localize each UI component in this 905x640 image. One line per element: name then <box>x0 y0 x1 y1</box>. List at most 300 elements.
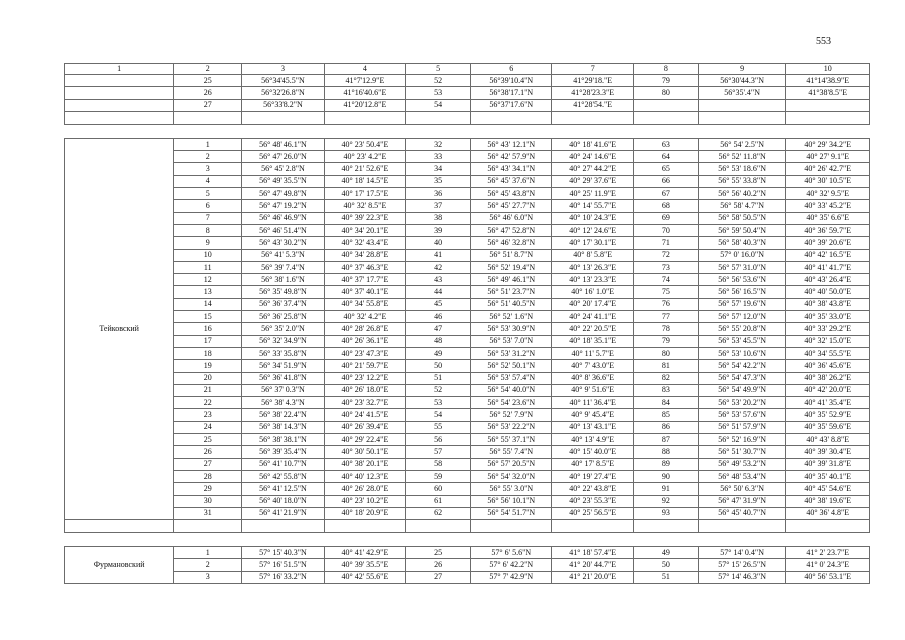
table-cell: 56° 39' 35.4"N <box>242 446 324 458</box>
table-cell: 56° 47' 31.9"N <box>698 495 786 507</box>
table-cell: 40° 32' 9.5"E <box>786 188 870 200</box>
table-cell: 48 <box>406 335 471 347</box>
table-cell: 53 <box>406 397 471 409</box>
table-cell: 56°33'8.2"N <box>242 99 324 111</box>
table-cell: 40° 26' 36.1"E <box>324 335 405 347</box>
table-cell: 57° 0' 16.0"N <box>698 249 786 261</box>
table-cell: 57° 6' 5.6"N <box>471 547 552 559</box>
table-row <box>65 151 870 163</box>
table-cell: 56° 41' 21.9"N <box>242 507 324 519</box>
table-cell: 56° 59' 50.4"N <box>698 224 786 236</box>
table-cell: 56° 33' 35.8"N <box>242 347 324 359</box>
table-cell: 56° 57' 12.0"N <box>698 311 786 323</box>
spacer-cell <box>174 520 242 533</box>
table-cell: 40° 29' 37.6"E <box>552 175 633 187</box>
spacer-cell <box>174 111 242 124</box>
section-spacer-row <box>65 520 870 533</box>
table-cell: 41°20'12.8"E <box>324 99 405 111</box>
table-cell: 56° 52' 50.1"N <box>471 360 552 372</box>
table-cell: 15 <box>174 311 242 323</box>
table-cell <box>786 99 870 111</box>
spacer-cell <box>406 111 471 124</box>
table-row <box>65 298 870 310</box>
section-gap-row <box>65 533 870 547</box>
table-cell: 72 <box>633 249 698 261</box>
table-cell: 40° 21' 52.6"E <box>324 163 405 175</box>
spacer-cell <box>406 520 471 533</box>
table-cell: 56° 58' 4.7"N <box>698 200 786 212</box>
spacer-cell <box>552 520 633 533</box>
table-cell: 40° 23' 55.3"E <box>552 495 633 507</box>
table-cell: 40° 36' 45.6"E <box>786 360 870 372</box>
table-cell: 40° 21' 59.7"E <box>324 360 405 372</box>
table-cell: 40° 35' 52.9"E <box>786 409 870 421</box>
table-cell: 56 <box>406 434 471 446</box>
table-cell: 56° 54' 40.0"N <box>471 384 552 396</box>
table-cell: 40° 45' 54.6"E <box>786 483 870 495</box>
table-cell: 53 <box>406 87 471 99</box>
table-cell: 31 <box>174 507 242 519</box>
table-cell: 88 <box>633 446 698 458</box>
table-cell: 49 <box>406 347 471 359</box>
table-cell: 10 <box>174 249 242 261</box>
table-cell: 78 <box>633 323 698 335</box>
table-cell: 40° 22' 43.8"E <box>552 483 633 495</box>
table-cell: 80 <box>633 87 698 99</box>
table-cell: 65 <box>633 163 698 175</box>
table-cell: 26 <box>174 446 242 458</box>
column-number-8: 8 <box>633 64 698 75</box>
table-cell: 47 <box>406 323 471 335</box>
table-cell: 56° 56' 16.5"N <box>698 286 786 298</box>
table-cell: 40° 19' 27.4"E <box>552 470 633 482</box>
table-cell: 56° 53' 18.6"N <box>698 163 786 175</box>
table-cell: 56° 35' 2.0"N <box>242 323 324 335</box>
table-cell: 27 <box>174 99 242 111</box>
table-cell: 41°38'8.5"E <box>786 87 870 99</box>
table-cell: 40° 22' 20.5"E <box>552 323 633 335</box>
column-number-2: 2 <box>174 64 242 75</box>
table-cell: 40° 39' 20.6"E <box>786 237 870 249</box>
table-cell: 40° 41' 35.4"E <box>786 397 870 409</box>
table-cell: 54 <box>406 99 471 111</box>
table-cell: 54 <box>406 409 471 421</box>
table-cell: 41°28'54."E <box>552 99 633 111</box>
table-cell: 40° 30' 50.1"E <box>324 446 405 458</box>
table-cell: 56° 38' 38.1"N <box>242 434 324 446</box>
table-cell: 56° 49' 46.1"N <box>471 274 552 286</box>
table-cell: 3 <box>174 163 242 175</box>
table-cell: 56° 54' 51.7"N <box>471 507 552 519</box>
table-cell: 56° 54' 47.3"N <box>698 372 786 384</box>
table-cell: 56° 39' 7.4"N <box>242 261 324 273</box>
spacer-cell <box>65 111 174 124</box>
table-cell: 52 <box>406 75 471 87</box>
table-cell: 40° 56' 53.1"E <box>786 571 870 583</box>
table-cell: 63 <box>633 138 698 150</box>
column-number-3: 3 <box>242 64 324 75</box>
table-cell: 68 <box>633 200 698 212</box>
table-cell: 56°32'26.8"N <box>242 87 324 99</box>
table-cell: 9 <box>174 237 242 249</box>
table-cell: 56° 43' 34.1"N <box>471 163 552 175</box>
table-cell: 86 <box>633 421 698 433</box>
table-cell: 40° 38' 19.6"E <box>786 495 870 507</box>
table-cell: 27 <box>174 458 242 470</box>
table-cell: 40° 32' 8.5"E <box>324 200 405 212</box>
table-row <box>65 323 870 335</box>
table-cell: 56° 45' 27.7"N <box>471 200 552 212</box>
table-cell: 56° 42' 57.9"N <box>471 151 552 163</box>
table-cell: 55 <box>406 421 471 433</box>
table-cell: 56° 50' 6.3"N <box>698 483 786 495</box>
table-cell: 40° 35' 33.0"E <box>786 311 870 323</box>
table-row <box>65 261 870 273</box>
table-cell: 56° 49' 35.5"N <box>242 175 324 187</box>
table-cell: 43 <box>406 274 471 286</box>
table-cell: 56° 56' 40.2"N <box>698 188 786 200</box>
table-cell: 49 <box>633 547 698 559</box>
table-cell: 56° 51' 8.7"N <box>471 249 552 261</box>
table-cell: 40° 29' 22.4"E <box>324 434 405 446</box>
table-cell: 51 <box>406 372 471 384</box>
table-cell: 40° 38' 26.2"E <box>786 372 870 384</box>
coordinates-table <box>64 63 870 584</box>
table-cell: 23 <box>174 409 242 421</box>
table-cell: 40° 37' 46.3"E <box>324 261 405 273</box>
table-cell: 61 <box>406 495 471 507</box>
table-cell: 40° 24' 41.1"E <box>552 311 633 323</box>
table-row <box>65 571 870 583</box>
column-number-1: 1 <box>65 64 174 75</box>
table-row <box>65 212 870 224</box>
table-cell: 40° 38' 43.8"E <box>786 298 870 310</box>
page-number: 553 <box>816 36 831 47</box>
table-row <box>65 249 870 261</box>
table-cell: 2 <box>174 559 242 571</box>
district-name: Тейковский <box>65 138 174 519</box>
table-row <box>65 446 870 458</box>
table-cell: 56° 54' 23.6"N <box>471 397 552 409</box>
table-cell: 56° 52' 11.8"N <box>698 151 786 163</box>
table-cell: 40° 25' 56.5"E <box>552 507 633 519</box>
table-cell: 41° 18' 57.4"E <box>552 547 633 559</box>
table-row <box>65 163 870 175</box>
table-cell: 2 <box>174 151 242 163</box>
table-cell: 66 <box>633 175 698 187</box>
table-cell: 64 <box>633 151 698 163</box>
table-cell: 56° 46' 6.0"N <box>471 212 552 224</box>
table-cell: 40° 34' 55.5"E <box>786 347 870 359</box>
table-cell: 56° 35' 49.8"N <box>242 286 324 298</box>
spacer-cell <box>65 520 174 533</box>
table-cell: 40° 27' 44.2"E <box>552 163 633 175</box>
table-cell: 85 <box>633 409 698 421</box>
table-cell: 40° 23' 47.3"E <box>324 347 405 359</box>
table-cell: 74 <box>633 274 698 286</box>
table-cell: 40° 43' 8.8"E <box>786 434 870 446</box>
table-cell: 28 <box>174 470 242 482</box>
spacer-cell <box>698 520 786 533</box>
table-cell: 56°37'17.6"N <box>471 99 552 111</box>
table-cell: 26 <box>406 559 471 571</box>
table-row <box>65 274 870 286</box>
table-cell: 93 <box>633 507 698 519</box>
section-spacer-row <box>65 111 870 124</box>
table-cell: 56° 58' 50.5"N <box>698 212 786 224</box>
table-cell: 40° 8' 5.8"E <box>552 249 633 261</box>
table-cell: 40° 39' 35.5"E <box>324 559 405 571</box>
table-cell: 40° 32' 43.4"E <box>324 237 405 249</box>
table-cell: 56° 41' 5.3"N <box>242 249 324 261</box>
table-row <box>65 470 870 482</box>
table-cell: 16 <box>174 323 242 335</box>
table-cell: 56° 55' 7.4"N <box>471 446 552 458</box>
table-cell: 41° 2' 23.7"E <box>786 547 870 559</box>
table-cell: 41° 0' 24.3"E <box>786 559 870 571</box>
table-cell: 3 <box>174 571 242 583</box>
table-cell: 87 <box>633 434 698 446</box>
table-cell: 84 <box>633 397 698 409</box>
table-cell: 40° 39' 31.8"E <box>786 458 870 470</box>
table-cell: 40° 13' 26.3"E <box>552 261 633 273</box>
table-cell: 56° 54' 49.9"N <box>698 384 786 396</box>
table-cell: 40° 9' 45.4"E <box>552 409 633 421</box>
table-cell: 69 <box>633 212 698 224</box>
table-cell: 40° 25' 11.9"E <box>552 188 633 200</box>
table-cell: 40° 14' 55.7"E <box>552 200 633 212</box>
table-cell: 57° 6' 42.2"N <box>471 559 552 571</box>
table-cell: 90 <box>633 470 698 482</box>
table-cell: 40° 26' 18.0"E <box>324 384 405 396</box>
table-cell: 40° 40' 12.3"E <box>324 470 405 482</box>
table-row <box>65 99 870 111</box>
table-cell: 44 <box>406 286 471 298</box>
table-row <box>65 360 870 372</box>
table-cell: 4 <box>174 175 242 187</box>
table-cell: 59 <box>406 470 471 482</box>
table-cell: 33 <box>406 151 471 163</box>
table-cell: 13 <box>174 286 242 298</box>
table-row <box>65 237 870 249</box>
table-row <box>65 200 870 212</box>
table-cell: 56° 53' 45.5"N <box>698 335 786 347</box>
table-row <box>65 311 870 323</box>
table-cell: 56° 56' 53.6"N <box>698 274 786 286</box>
table-cell: 56° 48' 46.1"N <box>242 138 324 150</box>
table-cell: 40° 26' 42.7"E <box>786 163 870 175</box>
table-cell: 40° 9' 51.6"E <box>552 384 633 396</box>
table-cell: 76 <box>633 298 698 310</box>
table-cell: 82 <box>633 372 698 384</box>
table-cell: 40° 35' 6.6"E <box>786 212 870 224</box>
table-cell: 45 <box>406 298 471 310</box>
table-cell: 58 <box>406 458 471 470</box>
table-cell: 56° 53' 7.0"N <box>471 335 552 347</box>
table-cell: 56° 36' 25.8"N <box>242 311 324 323</box>
table-cell: 56° 52' 7.9"N <box>471 409 552 421</box>
table-cell: 56° 53' 10.6"N <box>698 347 786 359</box>
table-cell: 56° 47' 49.8"N <box>242 188 324 200</box>
table-cell: 91 <box>633 483 698 495</box>
table-cell: 79 <box>633 75 698 87</box>
table-cell: 41 <box>406 249 471 261</box>
table-cell: 19 <box>174 360 242 372</box>
table-cell: 40° 30' 10.5"E <box>786 175 870 187</box>
table-row <box>65 483 870 495</box>
table-cell: 40° 23' 10.2"E <box>324 495 405 507</box>
table-cell: 56° 53' 31.2"N <box>471 347 552 359</box>
table-cell: 40° 41' 42.9"E <box>324 547 405 559</box>
table-cell: 56° 38' 1.6"N <box>242 274 324 286</box>
table-cell: 56° 32' 34.9"N <box>242 335 324 347</box>
table-cell: 56° 43' 30.2"N <box>242 237 324 249</box>
table-row <box>65 87 870 99</box>
table-cell: 56° 57' 19.6"N <box>698 298 786 310</box>
table-cell: 56° 37' 0.3"N <box>242 384 324 396</box>
table-cell: 40° 43' 26.4"E <box>786 274 870 286</box>
table-cell: 56° 51' 57.9"N <box>698 421 786 433</box>
district-name: Фурмановский <box>65 547 174 584</box>
table-cell: 77 <box>633 311 698 323</box>
table-cell: 40° 39' 22.3"E <box>324 212 405 224</box>
table-cell: 40° 12' 24.6"E <box>552 224 633 236</box>
table-cell: 26 <box>174 87 242 99</box>
table-cell: 40° 15' 40.0"E <box>552 446 633 458</box>
table-row <box>65 372 870 384</box>
table-cell: 46 <box>406 311 471 323</box>
table-cell: 56° 47' 26.0"N <box>242 151 324 163</box>
section-gap-row <box>65 124 870 138</box>
table-cell: 40° 18' 14.5"E <box>324 175 405 187</box>
table-cell: 34 <box>406 163 471 175</box>
table-cell: 40° 24' 41.5"E <box>324 409 405 421</box>
table-cell: 40° 42' 55.6"E <box>324 571 405 583</box>
spacer-cell <box>786 520 870 533</box>
table-cell: 40° 16' 1.0"E <box>552 286 633 298</box>
table-row <box>65 347 870 359</box>
table-cell: 56° 53' 20.2"N <box>698 397 786 409</box>
table-cell: 56° 53' 57.4"N <box>471 372 552 384</box>
table-cell: 40° 36' 4.8"E <box>786 507 870 519</box>
column-number-7: 7 <box>552 64 633 75</box>
table-cell: 40 <box>406 237 471 249</box>
table-cell: 56° 53' 57.6"N <box>698 409 786 421</box>
table-cell: 27 <box>406 571 471 583</box>
table-cell: 50 <box>406 360 471 372</box>
column-number-6: 6 <box>471 64 552 75</box>
table-cell: 22 <box>174 397 242 409</box>
table-cell: 40° 17' 30.1"E <box>552 237 633 249</box>
table-cell: 24 <box>174 421 242 433</box>
table-cell: 41°16'40.6"E <box>324 87 405 99</box>
table-cell: 56° 47' 19.2"N <box>242 200 324 212</box>
table-cell: 5 <box>174 188 242 200</box>
table-row <box>65 175 870 187</box>
table-cell: 40° 38' 20.1"E <box>324 458 405 470</box>
spacer-cell <box>471 111 552 124</box>
table-cell: 56° 38' 22.4"N <box>242 409 324 421</box>
spacer-cell <box>552 111 633 124</box>
table-cell <box>698 99 786 111</box>
table-cell: 73 <box>633 261 698 273</box>
table-cell: 40° 26' 39.4"E <box>324 421 405 433</box>
table-cell: 25 <box>174 434 242 446</box>
district-cell-empty <box>65 75 174 87</box>
table-cell: 40° 32' 15.0"E <box>786 335 870 347</box>
table-cell: 40° 23' 4.2"E <box>324 151 405 163</box>
table-row <box>65 434 870 446</box>
table-row <box>65 75 870 87</box>
table-cell: 40° 13' 23.3"E <box>552 274 633 286</box>
table-cell: 57° 14' 46.3"N <box>698 571 786 583</box>
table-row <box>65 559 870 571</box>
table-cell: 40° 42' 16.5"E <box>786 249 870 261</box>
table-cell: 57° 16' 33.2"N <box>242 571 324 583</box>
table-cell: 56° 42' 55.8"N <box>242 470 324 482</box>
table-cell: 56° 46' 46.9"N <box>242 212 324 224</box>
table-cell: 40° 27' 9.1"E <box>786 151 870 163</box>
table-cell: 57° 16' 51.5"N <box>242 559 324 571</box>
table-cell: 8 <box>174 224 242 236</box>
table-cell: 41°14'38.9"E <box>786 75 870 87</box>
table-cell: 56° 49' 53.2"N <box>698 458 786 470</box>
table-cell: 14 <box>174 298 242 310</box>
table-cell: 56° 53' 30.9"N <box>471 323 552 335</box>
table-cell: 1 <box>174 138 242 150</box>
table-cell: 56° 48' 53.4"N <box>698 470 786 482</box>
table-row <box>65 138 870 150</box>
table-cell: 41°28'23.3"E <box>552 87 633 99</box>
table-cell: 57° 15' 26.5"N <box>698 559 786 571</box>
table-cell: 56° 46' 51.4"N <box>242 224 324 236</box>
table-cell: 18 <box>174 347 242 359</box>
table-cell: 40° 34' 55.8"E <box>324 298 405 310</box>
table-cell: 56° 54' 32.0"N <box>471 470 552 482</box>
table-cell: 56° 41' 12.5"N <box>242 483 324 495</box>
spacer-cell <box>324 520 405 533</box>
table-cell: 56°39'10.4"N <box>471 75 552 87</box>
table-row <box>65 384 870 396</box>
table-cell: 41°7'12.9"E <box>324 75 405 87</box>
table-cell: 40° 13' 4.9"E <box>552 434 633 446</box>
table-cell: 56° 40' 18.0"N <box>242 495 324 507</box>
table-row <box>65 188 870 200</box>
spacer-cell <box>698 111 786 124</box>
table-cell: 40° 40' 50.0"E <box>786 286 870 298</box>
table-cell: 41° 20' 44.7"E <box>552 559 633 571</box>
table-row <box>65 421 870 433</box>
table-cell: 56° 55' 3.0"N <box>471 483 552 495</box>
spacer-cell <box>324 111 405 124</box>
table-cell: 67 <box>633 188 698 200</box>
table-cell: 6 <box>174 200 242 212</box>
table-cell: 40° 23' 32.7"E <box>324 397 405 409</box>
table-cell: 70 <box>633 224 698 236</box>
table-cell: 41° 21' 20.0"E <box>552 571 633 583</box>
table-cell: 40° 7' 43.0"E <box>552 360 633 372</box>
table-cell: 38 <box>406 212 471 224</box>
table-cell: 79 <box>633 335 698 347</box>
table-row <box>65 224 870 236</box>
table-cell: 52 <box>406 384 471 396</box>
table-cell: 56° 51' 30.7"N <box>698 446 786 458</box>
table-cell: 56° 36' 41.8"N <box>242 372 324 384</box>
table-cell: 21 <box>174 384 242 396</box>
table-cell: 40° 11' 36.4"E <box>552 397 633 409</box>
table-row <box>65 286 870 298</box>
table-cell: 56° 47' 52.8"N <box>471 224 552 236</box>
